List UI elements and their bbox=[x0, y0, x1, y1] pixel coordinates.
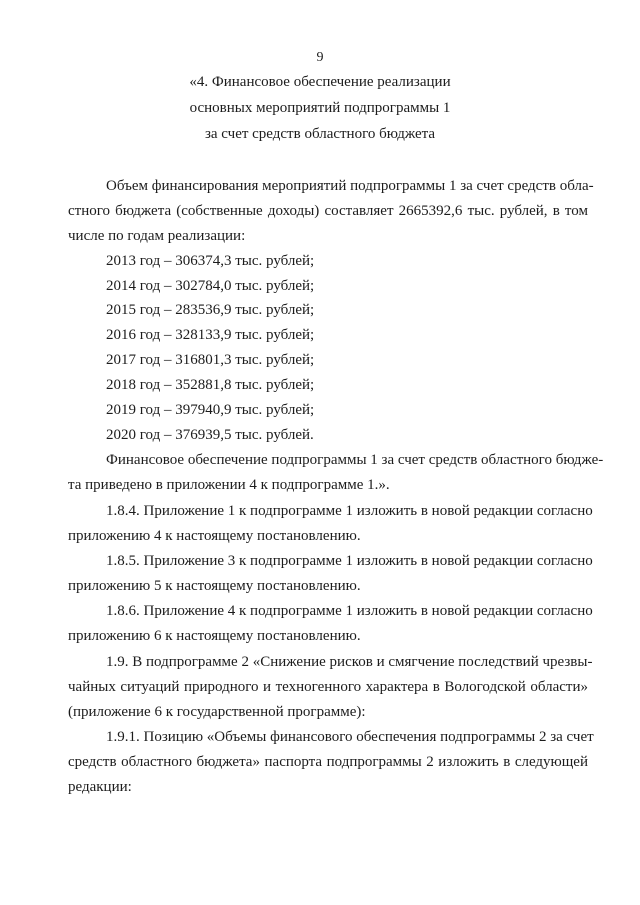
page-number: 9 bbox=[316, 50, 324, 65]
paragraph-line: стного бюджета (собственные доходы) составляет 2665392,6 тыс. рублей, в том bbox=[68, 203, 588, 219]
list-item: 2017 год – 316801,3 тыс. рублей; bbox=[106, 352, 315, 368]
paragraph-line: 1.8.5. Приложение 3 к подпрограмме 1 изложить в новой редакции согласно bbox=[106, 553, 593, 569]
paragraph-line: приложению 4 к настоящему постановлению. bbox=[68, 528, 361, 544]
paragraph-line: приложению 5 к настоящему постановлению. bbox=[68, 578, 361, 594]
list-item: 2013 год – 306374,3 тыс. рублей; bbox=[106, 253, 315, 269]
list-item: 2016 год – 328133,9 тыс. рублей; bbox=[106, 327, 315, 343]
list-item: 2015 год – 283536,9 тыс. рублей; bbox=[106, 302, 315, 318]
paragraph-line: 1.8.4. Приложение 1 к подпрограмме 1 изложить в новой редакции согласно bbox=[106, 503, 593, 519]
paragraph-line: Финансовое обеспечение подпрограммы 1 за счет средств областного бюдже- bbox=[106, 452, 604, 468]
paragraph-line: 1.9. В подпрограмме 2 «Снижение рисков и смягчение последствий чрезвы- bbox=[106, 654, 593, 670]
paragraph-line: числе по годам реализации: bbox=[68, 228, 246, 244]
heading-line: основных мероприятий подпрограммы 1 bbox=[189, 100, 451, 116]
paragraph-line: 1.9.1. Позицию «Объемы финансового обеспечения подпрограммы 2 за счет bbox=[106, 729, 594, 745]
paragraph-line: чайных ситуаций природного и техногенного характера в Вологодской области» bbox=[68, 679, 588, 695]
list-item: 2020 год – 376939,5 тыс. рублей. bbox=[106, 427, 314, 443]
paragraph-line: Объем финансирования мероприятий подпрограммы 1 за счет средств обла- bbox=[106, 178, 594, 194]
list-item: 2019 год – 397940,9 тыс. рублей; bbox=[106, 402, 315, 418]
paragraph-line: (приложение 6 к государственной программе): bbox=[68, 704, 366, 720]
list-item: 2018 год – 352881,8 тыс. рублей; bbox=[106, 377, 315, 393]
heading-line: «4. Финансовое обеспечение реализации bbox=[189, 74, 451, 90]
paragraph-line: та приведено в приложении 4 к подпрограмме 1.». bbox=[68, 477, 390, 493]
list-item: 2014 год – 302784,0 тыс. рублей; bbox=[106, 278, 315, 294]
paragraph-line: редакции: bbox=[68, 779, 132, 795]
paragraph-line: приложению 6 к настоящему постановлению. bbox=[68, 628, 361, 644]
paragraph-line: 1.8.6. Приложение 4 к подпрограмме 1 изложить в новой редакции согласно bbox=[106, 603, 593, 619]
heading-line: за счет средств областного бюджета bbox=[204, 126, 436, 142]
paragraph-line: средств областного бюджета» паспорта подпрограммы 2 изложить в следующей bbox=[68, 754, 588, 770]
